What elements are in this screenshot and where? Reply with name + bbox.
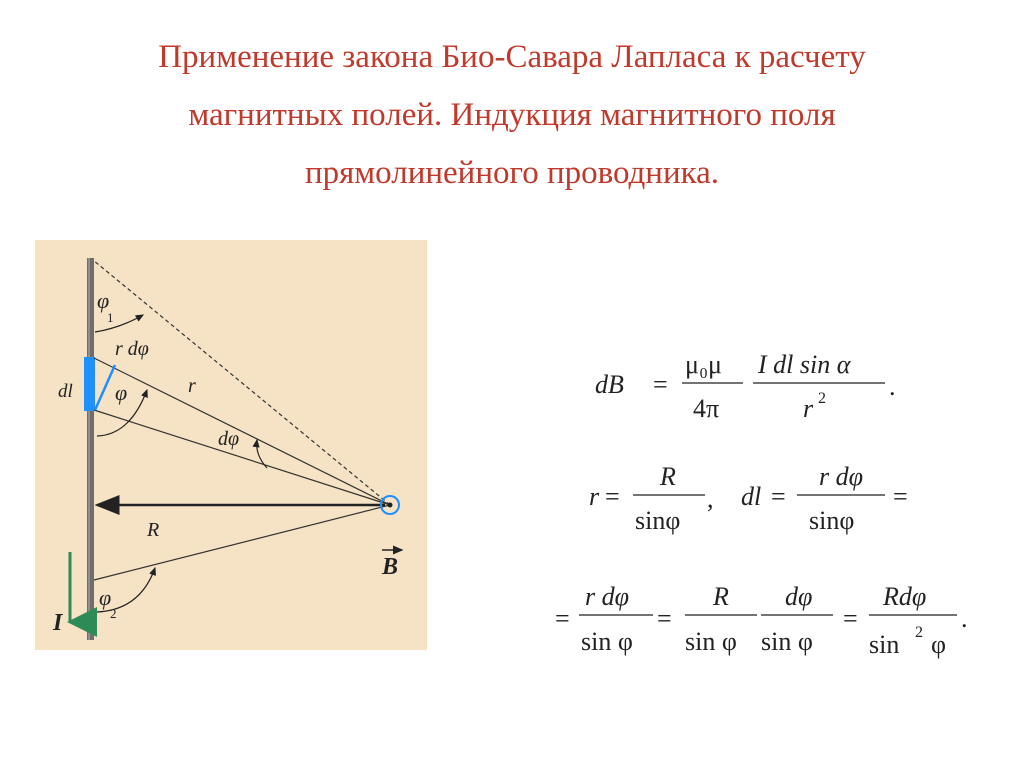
- label-r: r: [188, 375, 196, 397]
- eq2-eq1: =: [605, 482, 620, 511]
- eq2-lhs2: dl: [741, 482, 762, 511]
- eq2-lhs1: r: [589, 482, 600, 511]
- eq1-frac1-num: μ₀μ: [685, 350, 722, 379]
- label-phi2-sub: 2: [110, 606, 117, 621]
- title-line-1: Применение закона Био-Савара Лапласа к расчету: [158, 39, 866, 75]
- eq2-f2-den: sinφ: [809, 506, 855, 535]
- eq1-frac1-den: 4π: [693, 394, 720, 423]
- label-r-dphi: r dφ: [115, 338, 149, 360]
- label-B: B: [382, 554, 399, 580]
- eq3-eq1: =: [657, 604, 672, 633]
- label-phi1-sub: 1: [107, 310, 114, 325]
- eq1-equals: =: [653, 370, 668, 399]
- eq3-f1-num: r dφ: [585, 582, 630, 611]
- eq3-f3-num: dφ: [785, 582, 813, 611]
- eq3-eq0: =: [555, 604, 570, 633]
- label-dphi: dφ: [218, 428, 240, 450]
- label-phi: φ: [115, 380, 128, 405]
- conductor-wire: [87, 258, 94, 640]
- eq3-f2-den: sin φ: [685, 627, 737, 656]
- eq3-f2-num: R: [713, 582, 729, 611]
- observation-point: [388, 503, 393, 508]
- equation-r-dl: [589, 462, 908, 535]
- label-R: R: [147, 519, 160, 541]
- eq1-frac2-den-exp: 2: [818, 390, 826, 407]
- equation-dB: [595, 350, 896, 423]
- eq3-f4-den-tail: φ: [931, 630, 947, 659]
- eq3-eq2: =: [843, 604, 858, 633]
- title-line-3: прямолинейного проводника.: [304, 155, 720, 191]
- label-phi2: φ: [99, 585, 112, 610]
- current-element-dl: [84, 357, 95, 411]
- eq3-f4-num: Rdφ: [883, 582, 927, 611]
- label-I: I: [53, 610, 63, 636]
- eq3-f4-den: sin: [869, 630, 900, 659]
- equation-chain: [555, 582, 968, 659]
- title-line-2: магнитных полей. Индукция магнитного поля: [188, 97, 836, 133]
- label-dl: dl: [58, 381, 73, 402]
- eq2-f1-num: R: [660, 462, 676, 491]
- eq3-end: .: [961, 604, 968, 633]
- label-phi1: φ: [97, 288, 110, 313]
- eq2-eq3: =: [893, 482, 908, 511]
- eq2-f2-num: r dφ: [819, 462, 864, 491]
- eq3-f1-den: sin φ: [581, 627, 633, 656]
- eq1-frac2-den: r: [803, 394, 814, 423]
- eq3-f3-den: sin φ: [761, 627, 813, 656]
- eq2-f1-den: sinφ: [635, 506, 681, 535]
- slide-title: [60, 28, 964, 202]
- eq1-lhs: dB: [595, 370, 624, 399]
- conductor-diagram: [35, 240, 427, 650]
- eq2-eq2: =: [771, 482, 786, 511]
- eq1-frac2-num: I dl sin α: [758, 350, 851, 379]
- eq2-comma: ,: [707, 484, 714, 513]
- formulas: [545, 335, 1005, 675]
- eq3-f4-den-exp: 2: [915, 624, 923, 641]
- eq1-end: .: [889, 372, 896, 401]
